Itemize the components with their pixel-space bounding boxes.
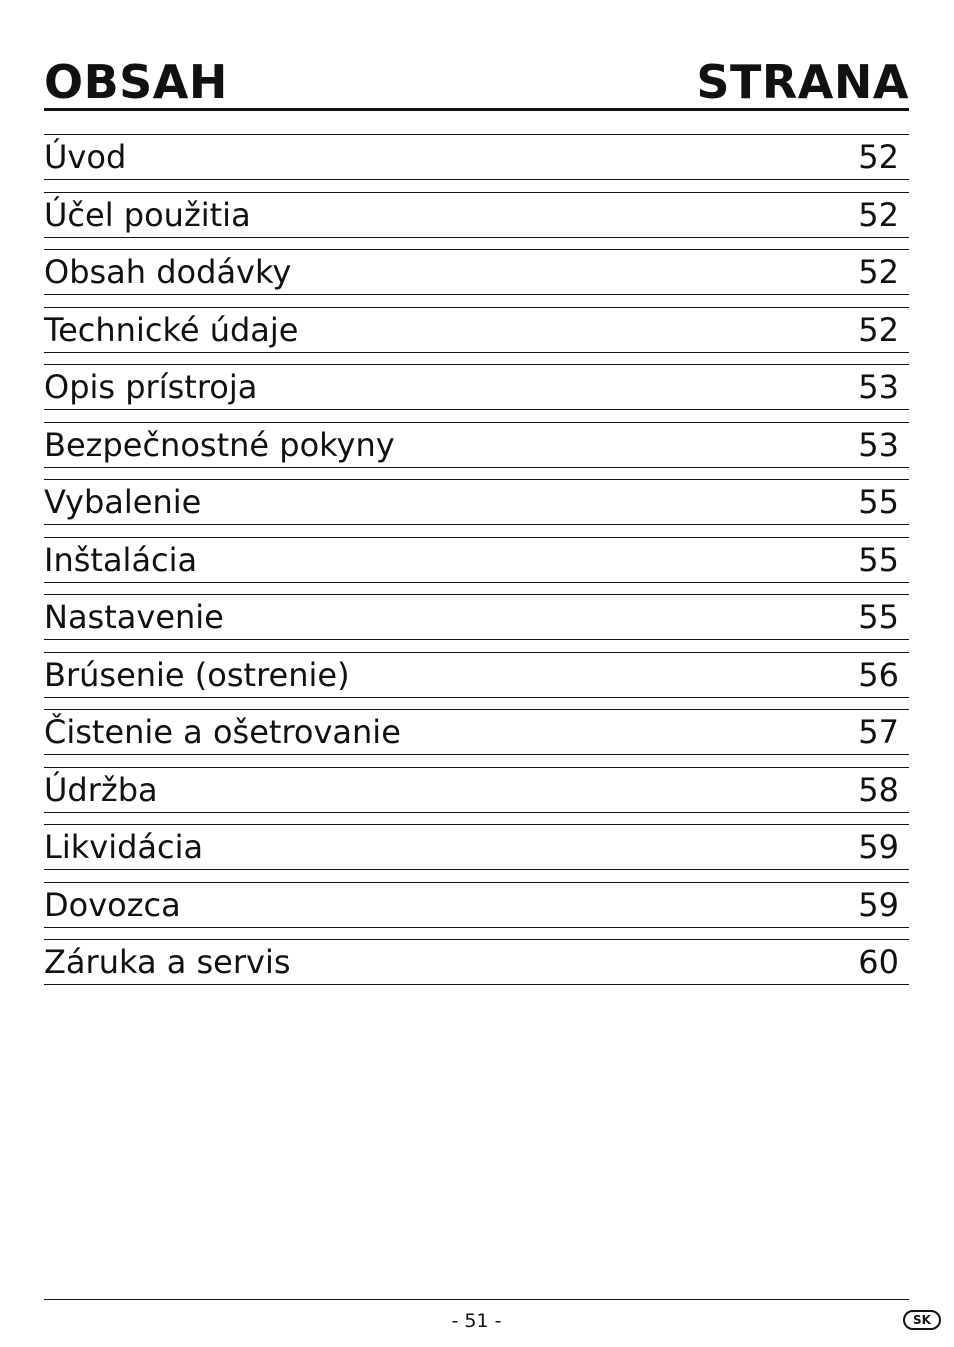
toc-entry bbox=[44, 479, 909, 525]
toc-entry bbox=[44, 192, 909, 238]
toc-entry-page: 57 bbox=[858, 713, 899, 751]
toc-header bbox=[44, 52, 909, 111]
toc-entry-page: 52 bbox=[858, 310, 899, 349]
toc-entry-page: 52 bbox=[858, 195, 899, 234]
toc-entry bbox=[44, 249, 909, 295]
toc-entry bbox=[44, 882, 909, 928]
toc-entry bbox=[44, 652, 909, 698]
table-of-contents bbox=[44, 134, 909, 997]
toc-entry bbox=[44, 537, 909, 583]
toc-entry bbox=[44, 824, 909, 870]
toc-entry-title: Obsah dodávky bbox=[44, 253, 292, 291]
toc-entry bbox=[44, 594, 909, 640]
toc-entry-page: 55 bbox=[858, 540, 899, 579]
toc-entry-page: 55 bbox=[858, 483, 899, 521]
toc-entry-page: 59 bbox=[858, 885, 899, 924]
toc-entry-page: 53 bbox=[858, 368, 899, 406]
toc-entry-page: 60 bbox=[858, 943, 899, 981]
toc-entry-page: 53 bbox=[858, 425, 899, 464]
toc-entry bbox=[44, 709, 909, 755]
toc-entry bbox=[44, 422, 909, 468]
page-number: - 51 - bbox=[451, 1310, 502, 1332]
toc-entry-title: Nastavenie bbox=[44, 598, 224, 636]
toc-entry bbox=[44, 134, 909, 180]
toc-entry-title: Technické údaje bbox=[44, 310, 299, 349]
toc-entry-title: Brúsenie (ostrenie) bbox=[44, 655, 350, 694]
toc-entry-title: Inštalácia bbox=[44, 540, 198, 579]
toc-entry bbox=[44, 364, 909, 410]
toc-entry bbox=[44, 767, 909, 813]
toc-entry-page: 58 bbox=[858, 770, 899, 809]
toc-entry-title: Úvod bbox=[44, 138, 127, 176]
toc-entry-page: 59 bbox=[858, 828, 899, 866]
language-badge: SK bbox=[903, 1310, 941, 1330]
footer-divider bbox=[44, 1299, 909, 1300]
toc-entry bbox=[44, 307, 909, 353]
page-column-heading: STRANA bbox=[696, 55, 909, 109]
toc-entry-page: 56 bbox=[858, 655, 899, 694]
toc-entry-title: Likvidácia bbox=[44, 828, 204, 866]
toc-entry-title: Záruka a servis bbox=[44, 943, 291, 981]
toc-entry-page: 52 bbox=[858, 138, 899, 176]
toc-entry-page: 55 bbox=[858, 598, 899, 636]
contents-heading: OBSAH bbox=[44, 55, 228, 109]
toc-entry-title: Údržba bbox=[44, 770, 158, 809]
toc-entry-title: Opis prístroja bbox=[44, 368, 258, 406]
document-page bbox=[44, 0, 931, 1347]
toc-entry-title: Vybalenie bbox=[44, 483, 202, 521]
toc-entry-title: Dovozca bbox=[44, 885, 181, 924]
toc-entry-page: 52 bbox=[858, 253, 899, 291]
toc-entry-title: Účel použitia bbox=[44, 195, 251, 234]
toc-entry-title: Bezpečnostné pokyny bbox=[44, 425, 395, 464]
toc-entry-title: Čistenie a ošetrovanie bbox=[44, 713, 401, 751]
toc-entry bbox=[44, 939, 909, 985]
